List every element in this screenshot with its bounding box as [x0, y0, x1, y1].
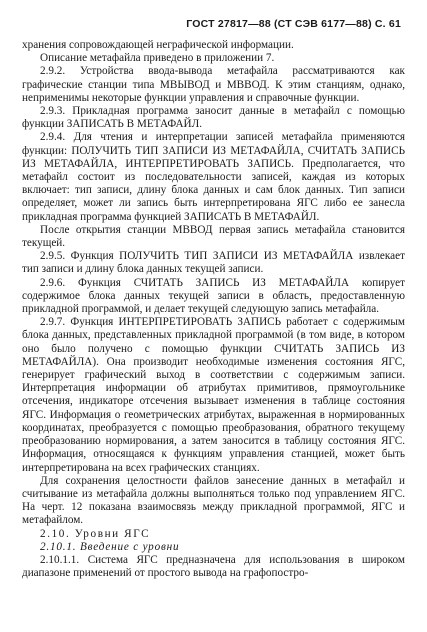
- paragraph: 2.9.3. Прикладная программа заносит данные в метафайл с помощью функции ЗАПИСАТЬ В МЕТАФАЙЛ.: [22, 105, 405, 131]
- paragraph: 2.9.7. Функция ИНТЕРПРЕТИРОВАТЬ ЗАПИСЬ работает с содержимым блока данных, представленных прикладной программой (в том виде, в котором оно было получено с помощью функции СЧИТАТЬ ЗАПИСЬ ИЗ МЕТАФАЙЛА). Она производит необходимые изменения состояния ЯГС, генерирует графический выход в соответствии с содержимым записи. Интерпретация информации об атрибутах примитивов, прямоугольнике отсечения, индикаторе отсечения вызывает изменения в таблице состояния ЯГС. Информация о геометрических атрибутах, выраженная в нормированных координатах, преобразуется с помощью преобразования, обратного текущему преобразованию нормирования, а затем заносится в таблицу состояния ЯГС. Информация, относящаяся к функциям управления станцией, может быть интерпретирована на всех графических станциях.: [22, 316, 405, 474]
- subsection-heading: 2.10.1. Введение с уровни: [40, 540, 180, 553]
- section-heading: 2.10. Уровни ЯГС: [40, 527, 151, 540]
- paragraph: 2.10.1.1. Система ЯГС предназначена для использования в широком диапазоне применений от простого вывода на графопостро-: [22, 553, 405, 580]
- document-body: [22, 39, 405, 580]
- paragraph: хранения сопровождающей неграфической информации.: [22, 39, 294, 51]
- paragraph: Для сохранения целостности файлов занесение данных в метафайл и считывание из метафайла должны выполняться только под управлением ЯГС. На черт. 12 показана взаимосвязь между прикладной программой, ЯГС и метафайлом.: [22, 474, 405, 527]
- paragraph: Описание метафайла приведено в приложении 7.: [40, 52, 275, 65]
- paragraph: 2.9.2. Устройства ввода-вывода метафайла рассматриваются как графические станции типа МВЫВОД и МВВОД. К этим станциям, однако, неприменимы некоторые функции управления и справочные функции.: [22, 65, 405, 104]
- page-header: ГОСТ 27817—88 (СТ СЭВ 6177—88) С. 61: [186, 18, 401, 30]
- paragraph: 2.9.5. Функция ПОЛУЧИТЬ ТИП ЗАПИСИ ИЗ МЕТАФАЙЛА извлекает тип записи и длину блока данных текущей записи.: [22, 250, 405, 276]
- paragraph: 2.9.4. Для чтения и интерпретации записей метафайла применяются функции: ПОЛУЧИТЬ ТИП ЗАПИСИ ИЗ МЕТАФАЙЛА, СЧИТАТЬ ЗАПИСЬ ИЗ МЕТАФАЙЛА, ИНТЕРПРЕТИРОВАТЬ ЗАПИСЬ. Предполагается, что метафайл состоит из последовательности записей, каждая из которых включает: тип записи, длину блока данных и сам блок данных. Тип записи определяет, может ли запись быть интерпретирована ЯГС либо ее занесла прикладная программа функцией ЗАПИСАТЬ В МЕТАФАЙЛ.: [22, 131, 405, 223]
- paragraph: 2.9.6. Функция СЧИТАТЬ ЗАПИСЬ ИЗ МЕТАФАЙЛА копирует содержимое блока данных текущей записи в область, предоставленную прикладной программой, и делает текущей следующую запись метафайла.: [22, 276, 405, 316]
- paragraph: После открытия станции МВВОД первая запись метафайла становится текущей.: [22, 223, 405, 250]
